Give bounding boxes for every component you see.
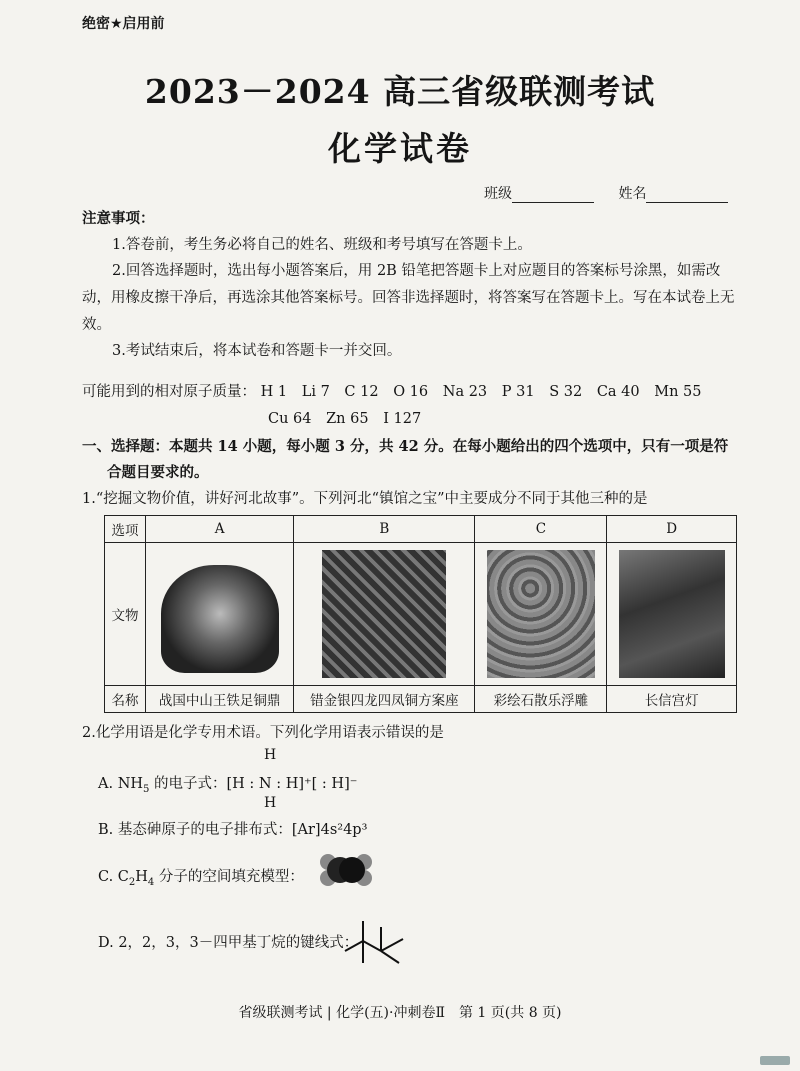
section-heading: 一、选择题：本题共 14 小题，每小题 3 分，共 42 分。在每小题给出的四个选项中，只有一项是符: [82, 438, 729, 455]
notice-heading: 注意事项：: [82, 210, 155, 227]
notice-item-1: 1.答卷前，考生务必将自己的姓名、班级和考号填写在答题卡上。: [112, 237, 532, 253]
atomic-mass: O 16: [393, 384, 429, 400]
notice-item-2: 2.回答选择题时，选出每小题答案后，用 2B 铅笔把答题卡上对应题目的答案标号涂黑，如需改动，用橡皮擦干净后，再选涂其他答案标号。回答非选择题时，将答案写在答题卡上。写在本试卷上无效。: [82, 263, 735, 333]
name-blank: [646, 188, 728, 203]
name-row-label: 名称: [105, 686, 146, 713]
option-a: [98, 771, 357, 803]
bronze-ding-image: [161, 565, 279, 673]
page-footer: 省级联测考试 | 化学(五)·冲刺卷Ⅱ 第 1 页(共 8 页): [238, 1005, 562, 1021]
atomic-mass: P 31: [501, 384, 535, 400]
option-c-prefix: C. C: [98, 869, 129, 885]
watermark-logo-icon: [760, 1056, 790, 1065]
question-2-stem: 2.化学用语是化学专用术语。下列化学用语表示错误的是: [82, 725, 444, 741]
option-a-sub: 5: [143, 783, 150, 795]
option-c-mid: H: [135, 869, 148, 885]
relic-d-name: 长信宫灯: [607, 686, 737, 713]
table-row: [105, 686, 737, 713]
option-a-text: 的电子式：: [149, 776, 227, 792]
atomic-mass: H 1: [260, 384, 288, 400]
atomic-mass: Cu 64: [268, 411, 312, 427]
option-c: [98, 864, 304, 896]
confidential-label: 绝密★启用前: [82, 16, 165, 32]
relic-b-cell: [294, 543, 475, 686]
atomic-mass-row-2: [268, 406, 431, 433]
atomic-mass: S 32: [549, 384, 583, 400]
section-heading-cont: 合题目要求的。: [107, 464, 209, 481]
atomic-mass: C 12: [344, 384, 379, 400]
atomic-mass-row-1: [82, 379, 711, 406]
atomic-mass: Na 23: [442, 384, 488, 400]
class-blank: [512, 188, 594, 203]
skeletal-formula-icon: [341, 917, 413, 967]
stone-relief-image: [487, 550, 595, 678]
student-info-fields: [484, 183, 728, 203]
palace-lamp-image: [619, 550, 725, 678]
atomic-mass: Mn 55: [654, 384, 702, 400]
electron-formula: [H : N : H]⁺[ : H]⁻: [226, 776, 358, 792]
option-a-header: A: [146, 516, 294, 543]
option-c-text: 分子的空间填充模型：: [154, 869, 304, 885]
space-filling-model-icon: [318, 850, 374, 890]
relic-a-cell: [146, 543, 294, 686]
option-d: D. 2，2，3，3－四甲基丁烷的键线式：: [98, 935, 359, 951]
electron-formula-h-bottom: H: [264, 795, 277, 811]
option-b-header: B: [294, 516, 475, 543]
table-row: [105, 543, 737, 686]
notice-item-3: 3.考试结束后，将本试卷和答题卡一并交回。: [112, 343, 402, 359]
paper-title: 化学试卷: [328, 129, 472, 168]
atomic-mass-label: 可能用到的相对原子质量：: [82, 384, 256, 400]
name-label: 姓名: [618, 186, 647, 202]
table-row: [105, 516, 737, 543]
class-label: 班级: [484, 186, 512, 202]
option-d-header: D: [607, 516, 737, 543]
relic-d-cell: [607, 543, 737, 686]
question-1-stem: 1.“挖掘文物价值，讲好河北故事”。下列河北“镇馆之宝”中主要成分不同于其他三种的是: [82, 491, 648, 507]
relic-a-name: 战国中山王铁足铜鼎: [146, 686, 294, 713]
option-c-sub: 2: [128, 876, 136, 888]
atomic-mass: I 127: [383, 411, 422, 427]
relics-table: [104, 515, 737, 713]
option-c-sub2: 4: [147, 876, 155, 888]
atomic-mass: Zn 65: [326, 411, 369, 427]
option-c-header: C: [475, 516, 607, 543]
electron-formula-h-top: H: [264, 747, 277, 763]
exam-title: 2023－2024 高三省级联测考试: [144, 72, 656, 111]
atomic-mass: Ca 40: [596, 384, 640, 400]
table-header-option: 选项: [105, 516, 146, 543]
option-a-prefix: A. NH: [98, 776, 144, 792]
relic-c-cell: [475, 543, 607, 686]
relic-row-label: 文物: [105, 543, 146, 686]
atomic-mass: Li 7: [301, 384, 330, 400]
bronze-stand-image: [322, 550, 446, 678]
relic-c-name: 彩绘石散乐浮雕: [475, 686, 607, 713]
option-b: B. 基态砷原子的电子排布式：[Ar]4s²4p³: [98, 822, 368, 838]
relic-b-name: 错金银四龙四凤铜方案座: [294, 686, 475, 713]
